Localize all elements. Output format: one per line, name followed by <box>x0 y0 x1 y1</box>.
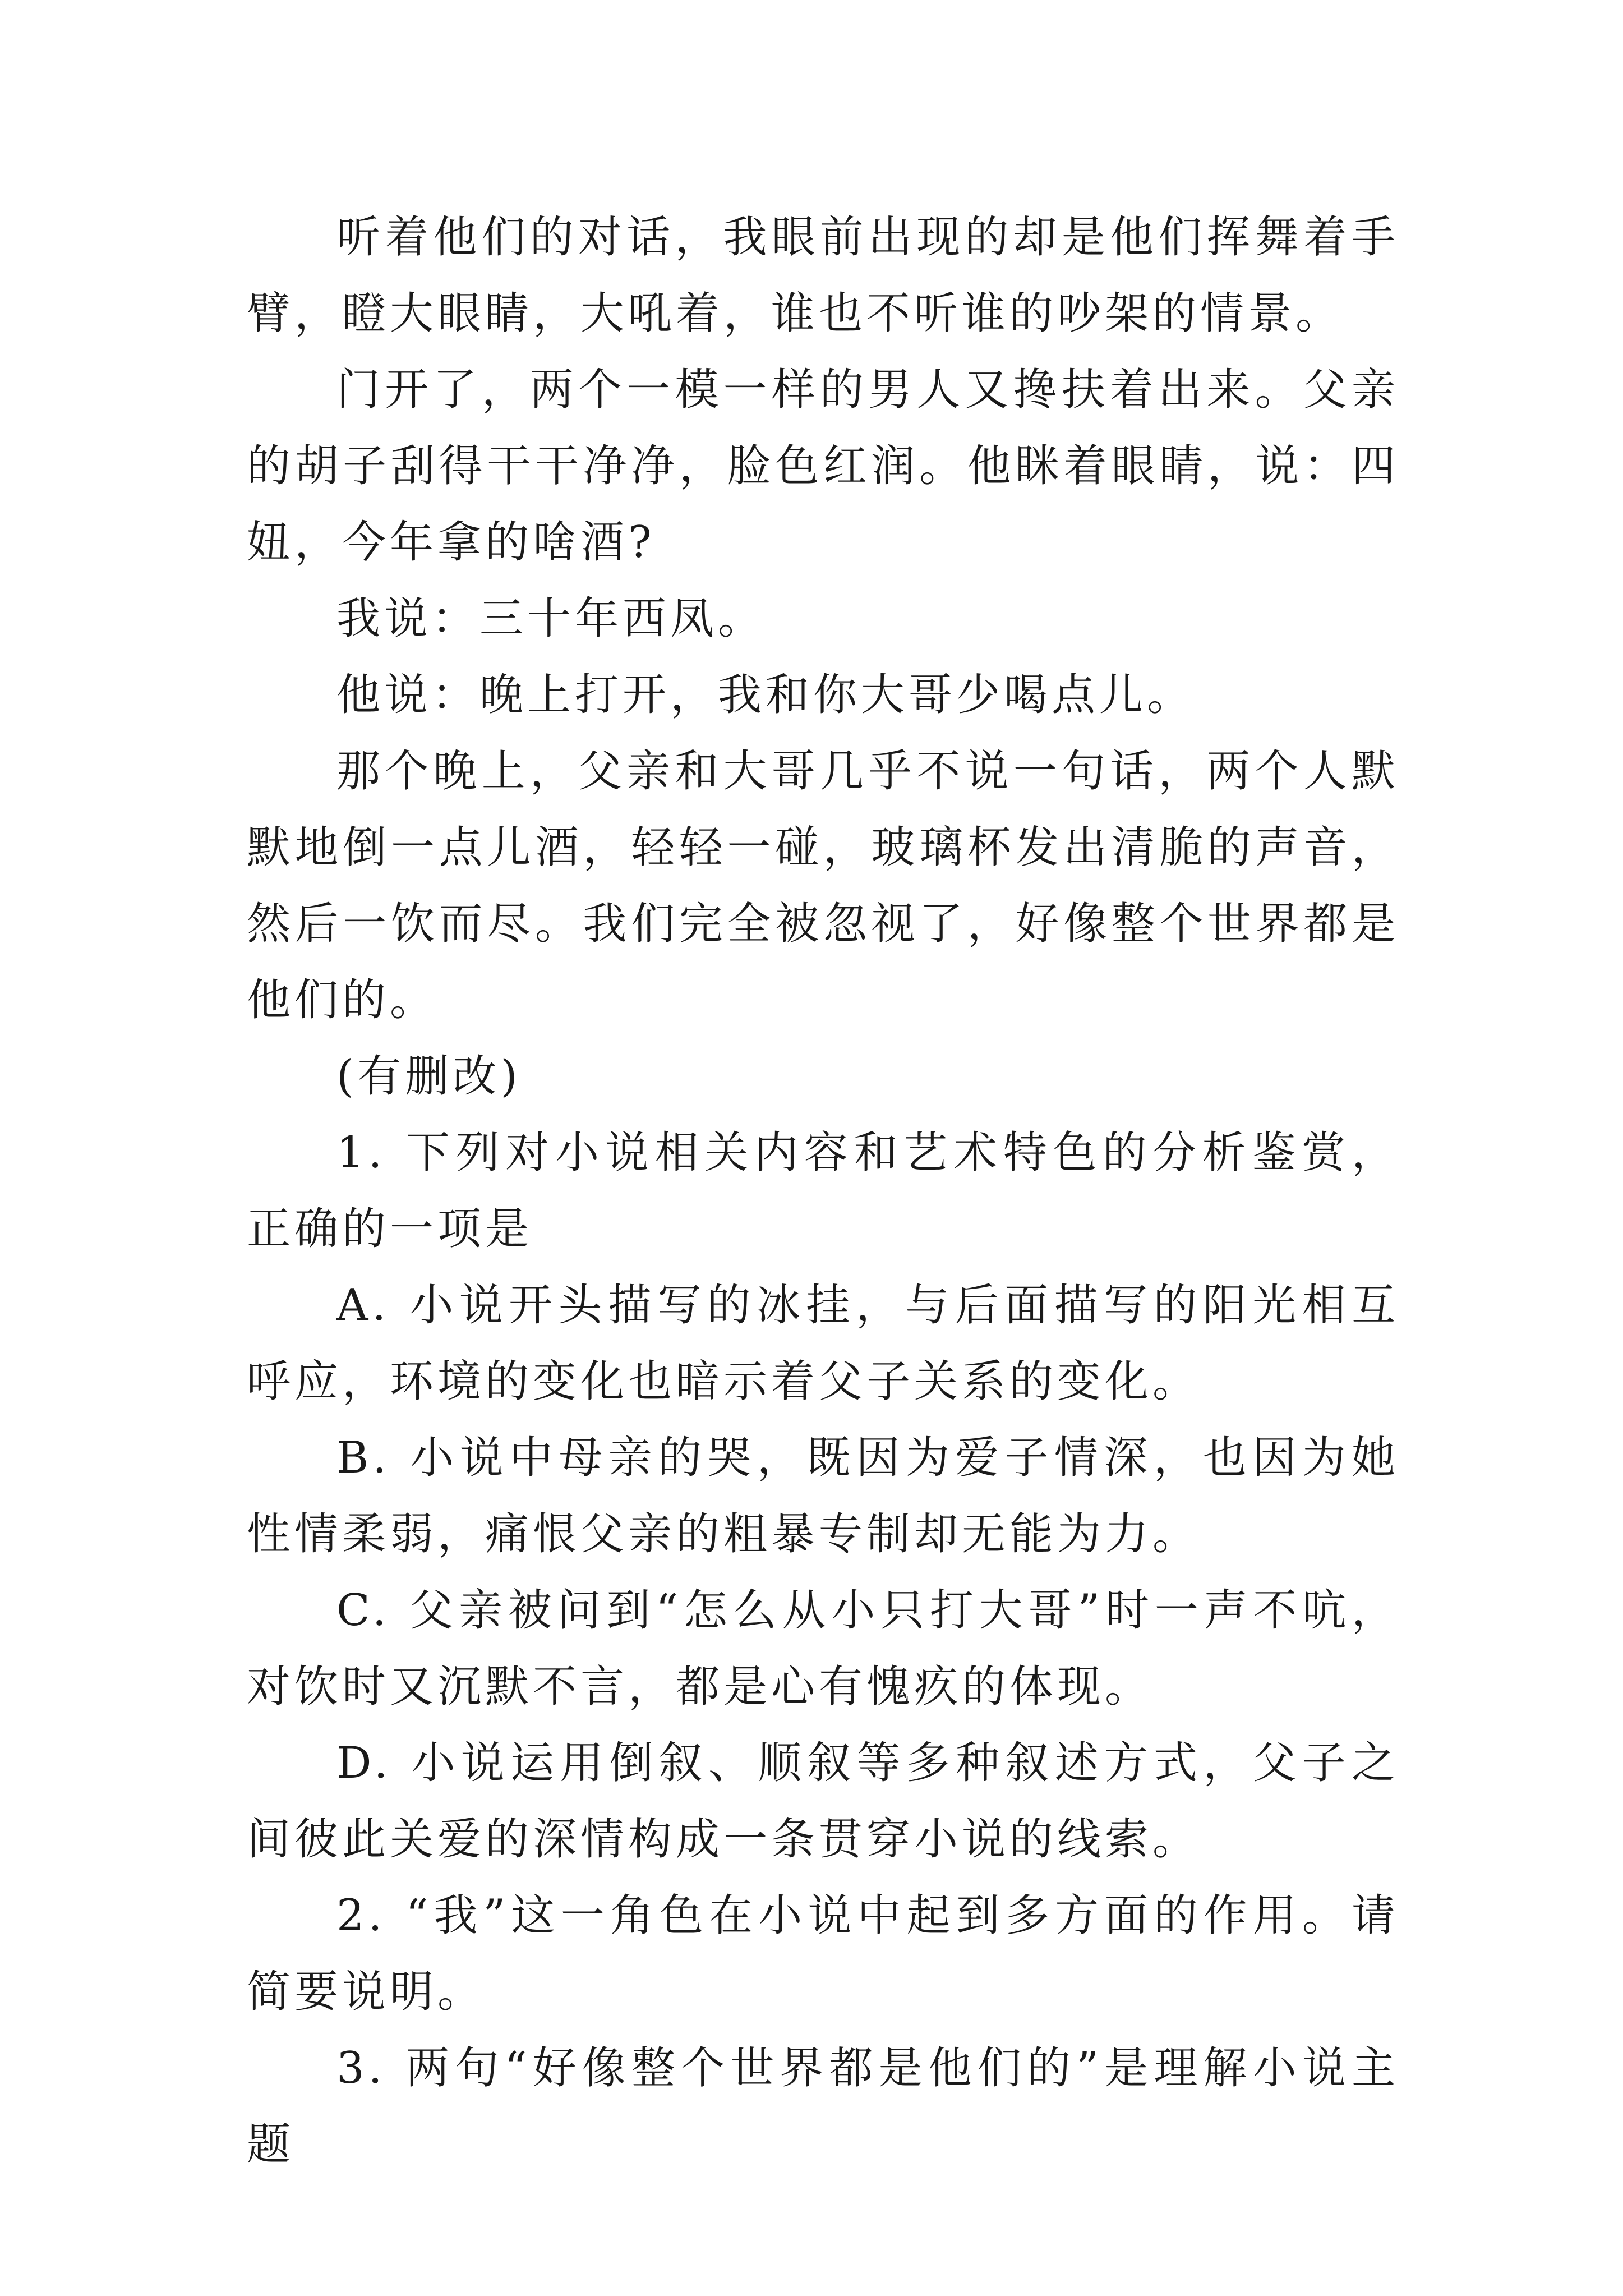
question-1-option-a: A. 小说开头描写的冰挂，与后面描写的阳光相互呼应，环境的变化也暗示着父子关系的变化。 <box>247 1280 1399 1407</box>
question-3-stem: 3. 两句“好像整个世界都是他们的”是理解小说主题 <box>247 2043 1399 2170</box>
paragraph-his-reply: 他说：晚上打开，我和你大哥少喝点儿。 <box>336 670 1195 720</box>
paragraph-that-evening: 那个晚上，父亲和大哥几乎不说一句话，两个人默默地倒一点儿酒，轻轻一碰，玻璃杯发出清脆的声音，然后一饮而尽。我们完全被忽视了，好像整个世界都是他们的。 <box>247 746 1399 1025</box>
paragraph-door-opens: 门开了，两个一模一样的男人又搀扶着出来。父亲的胡子刮得干干净净，脸色红润。他眯着眼睛，说：四妞，今年拿的啥酒? <box>247 365 1399 568</box>
question-1-option-d: D. 小说运用倒叙、顺叙等多种叙述方式，父子之间彼此关爱的深情构成一条贯穿小说的线索。 <box>247 1738 1399 1865</box>
paragraph-my-reply: 我说：三十年西凤。 <box>336 593 766 644</box>
paragraph-dialogue-memory: 听着他们的对话，我眼前出现的却是他们挥舞着手臂，瞪大眼睛，大吼着，谁也不听谁的吵架的情景。 <box>247 212 1399 339</box>
question-1-option-b: B. 小说中母亲的哭，既因为爱子情深，也因为她性情柔弱，痛恨父亲的粗暴专制却无能为力。 <box>247 1433 1399 1559</box>
paragraph-edit-note: (有删改) <box>336 1051 522 1102</box>
text-column <box>247 199 1399 2183</box>
question-2-stem: 2. “我”这一角色在小说中起到多方面的作用。请简要说明。 <box>247 1890 1399 2017</box>
question-1-stem: 1. 下列对小说相关内容和艺术特色的分析鉴赏，正确的一项是 <box>247 1128 1399 1254</box>
question-1-option-c: C. 父亲被问到“怎么从小只打大哥”时一声不吭，对饮时又沉默不言，都是心有愧疚的体现。 <box>247 1585 1399 1712</box>
